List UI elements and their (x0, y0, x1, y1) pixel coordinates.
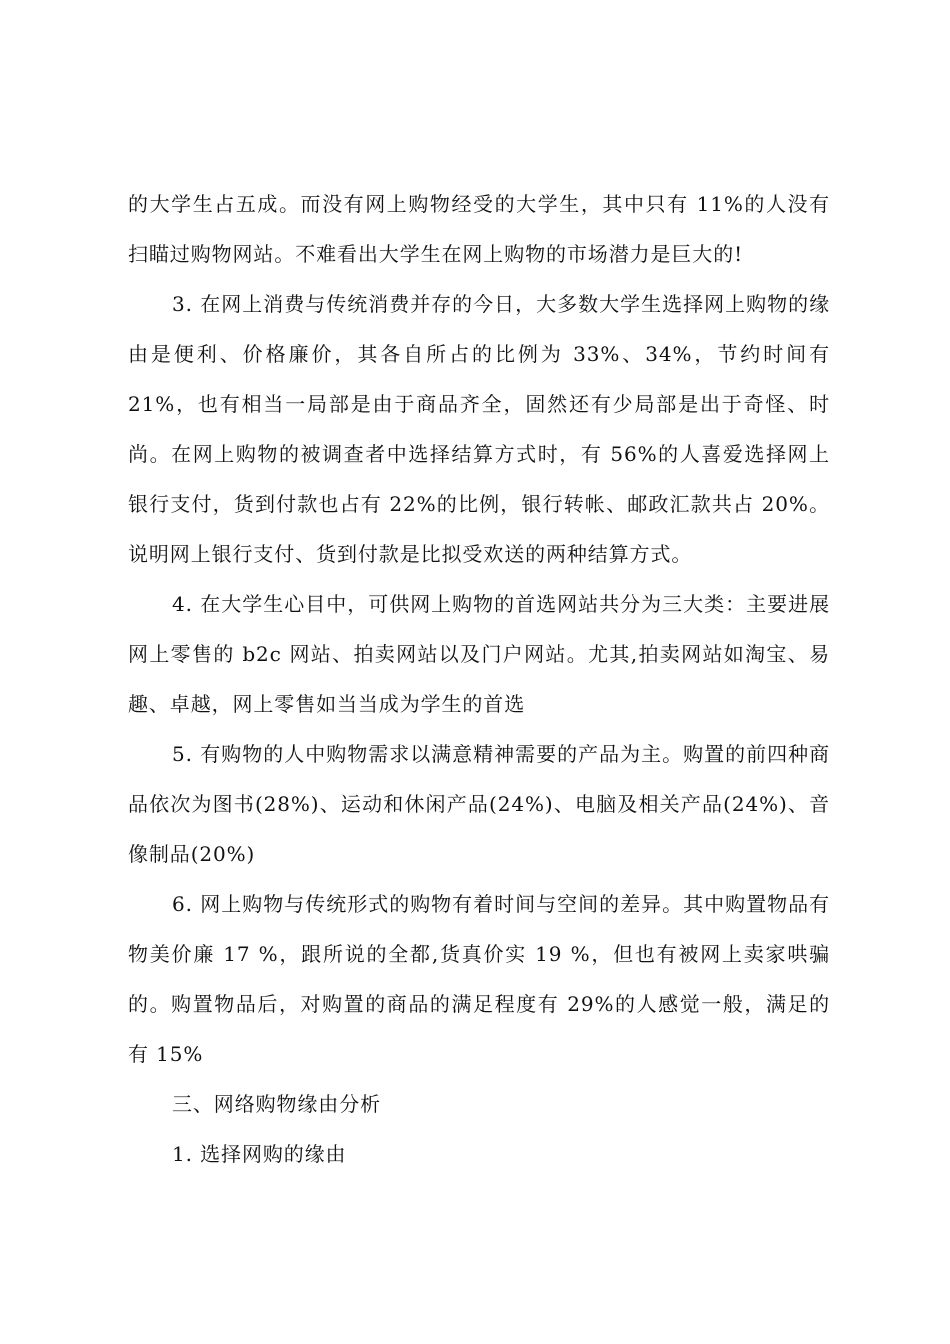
paragraph-item-6: 6. 网上购物与传统形式的购物有着时间与空间的差异。其中购置物品有物美价廉 17 %，跟所说的全都,货真价实 19 %，但也有被网上卖家哄骗的。购置物品后，对购置的商品的满足程度有 29%的人感觉一般，满足的有 15% (128, 892, 830, 1066)
body-text (128, 179, 830, 1179)
paragraph-item-4: 4. 在大学生心目中，可供网上购物的首选网站共分为三大类：主要进展网上零售的 b2c 网站、拍卖网站以及门户网站。尤其,拍卖网站如淘宝、易趣、卓越，网上零售如当当成为学生的首选 (128, 592, 830, 716)
paragraph-item-3: 3. 在网上消费与传统消费并存的今日，大多数大学生选择网上购物的缘由是便利、价格廉价，其各自所占的比例为 33%、34%，节约时间有 21%，也有相当一局部是由于商品齐全，固然还有少局部是出于奇怪、时尚。在网上购物的被调查者中选择结算方式时，有 56%的人喜爱选择网上银行支付，货到付款也占有 22%的比例，银行转帐、邮政汇款共占 20%。说明网上银行支付、货到付款是比拟受欢送的两种结算方式。 (128, 292, 830, 566)
paragraph-continuation: 的大学生占五成。而没有网上购物经受的大学生，其中只有 11%的人没有扫瞄过购物网站。不难看出大学生在网上购物的市场潜力是巨大的! (128, 192, 830, 266)
paragraph-item-5: 5. 有购物的人中购物需求以满意精神需要的产品为主。购置的前四种商品依次为图书(28%)、运动和休闲产品(24%)、电脑及相关产品(24%)、音像制品(20%) (128, 742, 830, 866)
subheading: 1. 选择网购的缘由 (172, 1142, 347, 1166)
section-heading: 三、网络购物缘由分析 (172, 1092, 381, 1116)
